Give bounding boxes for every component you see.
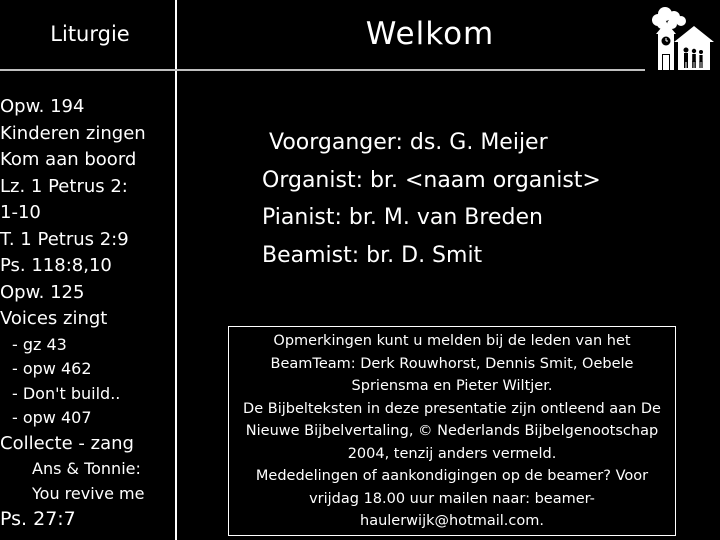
page-title: Welkom xyxy=(365,16,495,52)
liturgy-item: Voices zingt xyxy=(0,308,108,329)
church-logo-icon xyxy=(648,4,716,72)
notice-box xyxy=(228,326,676,536)
liturgy-item: - opw 462 xyxy=(12,359,92,378)
liturgy-item: 1-10 xyxy=(0,202,41,223)
liturgy-item: Ps. 118:8,10 xyxy=(0,255,112,276)
notice-paragraph: Opmerkingen kunt u melden bij de leden van het BeamTeam: Derk Rouwhorst, Dennis Smit, Oebele Spriensma en Pieter Wiltjer. xyxy=(270,333,634,394)
liturgy-item: Collecte - zang xyxy=(0,432,134,454)
staff-line: Beamist: br. D. Smit xyxy=(262,242,483,268)
liturgy-list xyxy=(0,94,180,533)
header-divider xyxy=(0,69,645,71)
staff-line: Pianist: br. M. van Breden xyxy=(262,205,543,230)
staff-list xyxy=(262,124,601,274)
liturgy-item: Lz. 1 Petrus 2: xyxy=(0,175,128,197)
staff-line: Voorganger: ds. G. Meijer xyxy=(269,130,548,155)
liturgy-item: - gz 43 xyxy=(12,334,67,354)
notice-paragraph: De Bijbelteksten in deze presentatie zijn ontleend aan De Nieuwe Bijbelvertaling, © Nederlands Bijbelgenootschap 2004, tenzij anders vermeld. xyxy=(243,400,661,462)
liturgy-item: You revive me xyxy=(32,483,145,503)
liturgy-item: - opw 407 xyxy=(12,408,92,427)
staff-line: Organist: br. <naam organist> xyxy=(262,167,601,193)
liturgy-item: T. 1 Petrus 2:9 xyxy=(0,228,129,250)
liturgy-item: Ans & Tonnie: xyxy=(32,459,141,478)
liturgy-item: Opw. 125 xyxy=(0,281,85,303)
sidebar-title: Liturgie xyxy=(50,22,130,46)
liturgy-item: Ps. 27:7 xyxy=(0,508,76,530)
notice-paragraph: Mededelingen of aankondigingen op de beamer? Voor vrijdag 18.00 uur mailen naar: beamer-haulerwijk@hotmail.com. xyxy=(255,468,649,529)
liturgy-item: Kom aan boord xyxy=(0,149,137,170)
liturgy-item: Opw. 194 xyxy=(0,96,85,117)
liturgy-item: - Don't build.. xyxy=(12,383,121,403)
liturgy-item: Kinderen zingen xyxy=(0,122,146,144)
